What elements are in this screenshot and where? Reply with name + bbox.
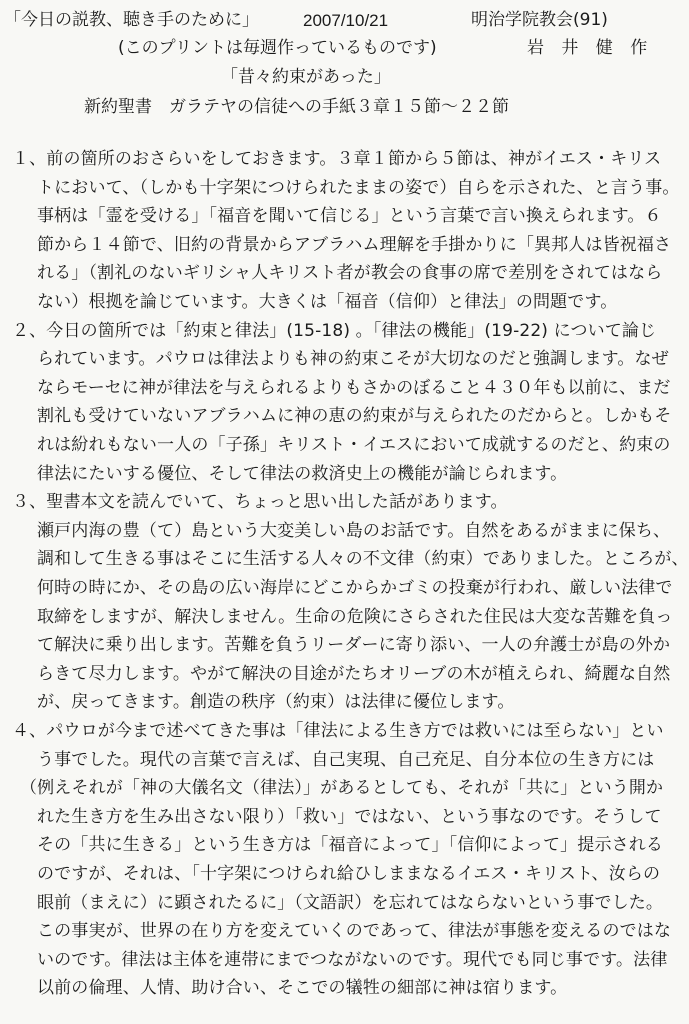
body-line: らきて尽力します。やがて解決の目途がたちオリーブの木が植えられ、綺麗な自然 bbox=[37, 663, 671, 684]
body-line: 節から１４節で、旧約の背景からアブラハム理解を手掛かりに「異邦人は皆祝福さ bbox=[37, 234, 672, 255]
body-line: ならモーセに神が律法を与えられるよりもさかのぼること４３０年も以前に、まだ bbox=[37, 377, 671, 398]
sermon-title: 「昔々約束があった」 bbox=[221, 67, 391, 87]
body-line: 律法にたいする優位、そして律法の救済史上の機能が論じられます。 bbox=[37, 463, 568, 484]
body-line: その「共に生きる」という生き方は「福音によって」「信仰によって」提示される bbox=[37, 835, 664, 856]
church-name: 明治学院教会(91) bbox=[471, 10, 608, 30]
scripture-reference: 新約聖書 ガラテヤの信徒への手紙３章１５節～２２節 bbox=[84, 97, 509, 117]
body-line: う事でした。現代の言葉で言えば、自己実現、自己充足、自分本位の生き方には bbox=[37, 749, 655, 770]
body-line: れる」（割礼のないギリシャ人キリスト者が教会の食事の席で差別をされてはなら bbox=[37, 263, 663, 284]
sermon-series-title: 「今日の説教、聴き手のために」 bbox=[4, 10, 259, 30]
body-line: １、前の箇所のおさらいをしておきます。３章１節から５節は、神がイエス・キリス bbox=[12, 149, 662, 169]
body-line: 割礼も受けていないアブラハムに神の恵の約束が与えられたのだからと。しかもそ bbox=[37, 406, 672, 427]
sermon-date: 2007/10/21 bbox=[303, 11, 389, 30]
body-line: 取締をしますが、解決しません。生命の危険にさらされた住民は大変な苦難を負っ bbox=[37, 606, 673, 627]
body-line: 何時の時にか、その島の広い海岸にどこからかゴミの投棄が行われ、厳しい法律で bbox=[37, 578, 673, 598]
body-line: トにおいて、（しかも十字架につけられたままの姿で）自らを示された、と言う事。 bbox=[37, 177, 680, 198]
body-line: この事実が、世界の在り方を変えていくのであって、律法が事態を変えるのではな bbox=[37, 921, 672, 942]
body-line: ない）根拠を論じています。大きくは「福音（信仰）と律法」の問題です。 bbox=[37, 292, 618, 312]
body-line: 瀬戸内海の豊（て）島という大変美しい島のお話です。自然をあるがままに保ち、 bbox=[37, 520, 671, 541]
body-line: ３、聖書本文を読んでいて、ちょっと思い出した話があります。 bbox=[12, 492, 508, 513]
print-note: (このプリントは毎週作っているものです) bbox=[118, 38, 437, 58]
author-name: 岩 井 健 作 bbox=[527, 38, 654, 58]
body-line: ４、パウロが今まで述べてきた事は「律法による生き方では救いには至らない」とい bbox=[12, 721, 664, 741]
body-line: れは紛れもない一人の「子孫」キリスト・イエスにおいて成就するのだと、約束の bbox=[37, 435, 671, 455]
body-line: 眼前（まえに）に顕されたるに」（文語訳）を忘れてはならないという事でした。 bbox=[37, 892, 664, 913]
body-line: られています。パウロは律法よりも神の約束こそが大切なのだと強調します。なぜ bbox=[37, 349, 669, 370]
body-line: れた生き方を生み出さない限り）「救い」ではない、という事なのです。そうして bbox=[37, 806, 662, 827]
body-line: （例えそれが「神の大儀名文（律法）」があるとしても、それが「共に」という開か bbox=[20, 778, 664, 799]
body-line: のですが、それは、「十字架につけられ給ひしままなるイエス・キリスト、汝らの bbox=[37, 864, 661, 884]
body-line: ２、今日の箇所では「約束と律法」(15-18) 。「律法の機能」(19-22) について論じ bbox=[12, 320, 657, 341]
body-line: 以前の倫理、人情、助け合い、そこでの犠牲の細部に神は宿ります。 bbox=[37, 978, 568, 999]
body-line: 事柄は「霊を受ける」「福音を聞いて信じる」という言葉で言い換えられます。６ bbox=[37, 206, 662, 227]
body-line: が、戻ってきます。創造の秩序（約束）は法律に優位します。 bbox=[37, 692, 515, 713]
body-line: 調和して生きる事はそこに生活する人々の不文律（約束）でありました。ところが、 bbox=[37, 549, 689, 570]
body-line: て解決に乗り出します。苦難を負うリーダーに寄り添い、一人の弁護士が島の外か bbox=[37, 635, 671, 656]
body-line: いのです。律法は主体を連帯にまでつながないのです。現代でも同じ事です。法律 bbox=[37, 949, 668, 970]
document-header bbox=[0, 0, 689, 130]
